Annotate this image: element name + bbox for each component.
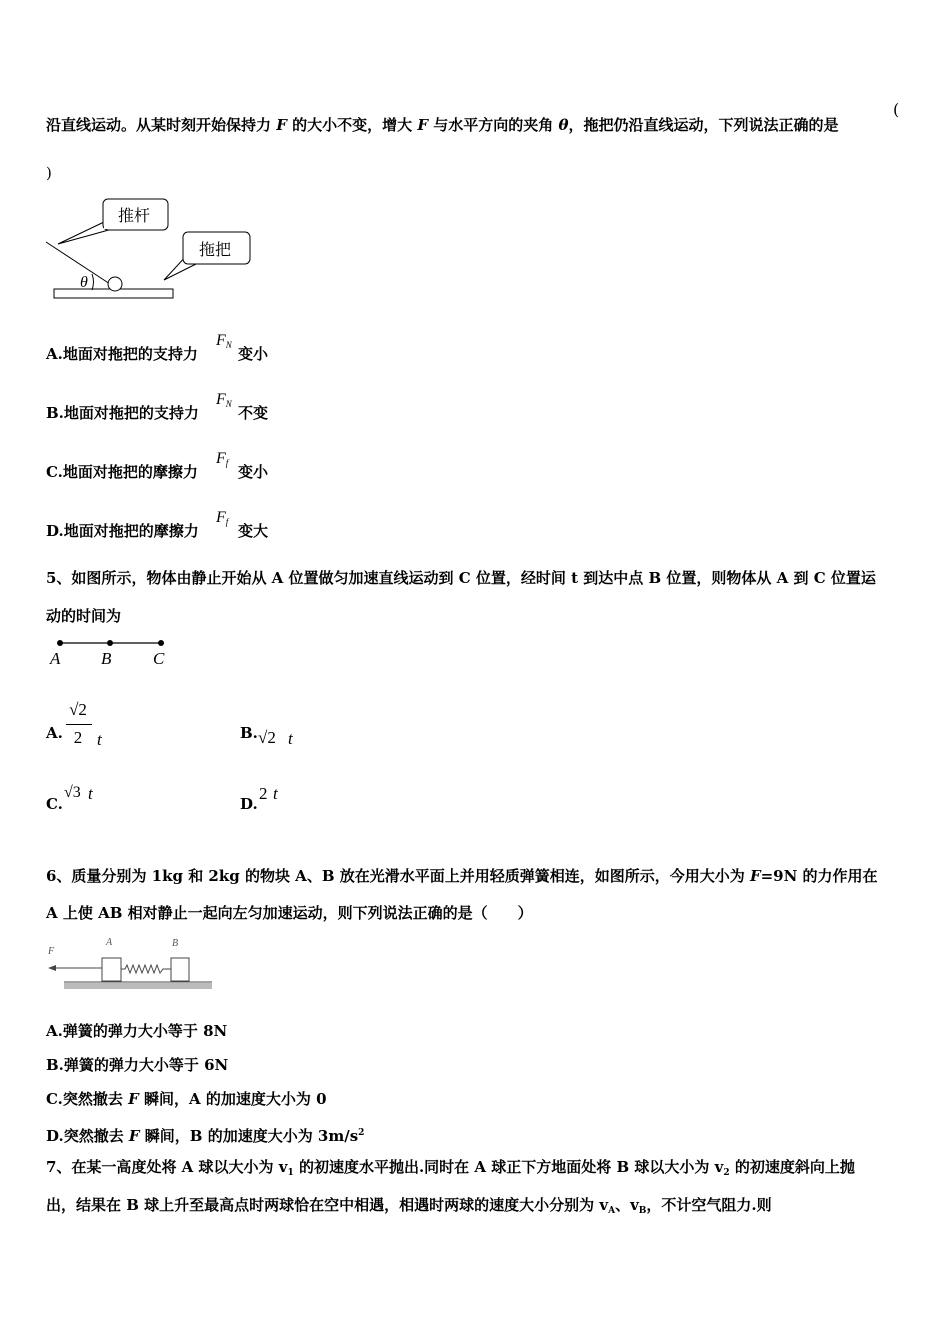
block-b-label: B [172, 938, 179, 949]
q6-spring-figure [44, 934, 216, 994]
block-b [171, 958, 189, 981]
q7-stem-line2: 出，结果在 B 球上升至最高点时两球恰在空中相遇，相遇时两球的速度大小分别为 $v_A$、$v_B$，不计空气阻力.则 [46, 1196, 772, 1216]
callout-pole-label: 推杆 [118, 208, 151, 225]
q4-paren-close: ) [46, 164, 52, 182]
mop-head [108, 277, 122, 291]
force-label: F [48, 946, 55, 957]
q6-option-c[interactable]: C.突然撤去 F 瞬间，A 的加速度大小为 0 [46, 1090, 327, 1108]
q4-option-d-suffix: 变大 [238, 522, 269, 540]
point-a [57, 640, 63, 646]
q5-option-c-var: t [88, 784, 93, 803]
q4-option-b-symbol: FN [216, 391, 232, 409]
point-b [107, 640, 113, 646]
q5-line-figure [44, 634, 174, 674]
q5-option-a-fraction-bar [66, 724, 92, 725]
q4-option-c[interactable]: C.地面对拖把的摩擦力 [46, 463, 198, 481]
angle-label: θ [80, 274, 88, 291]
point-c [158, 640, 164, 646]
q6-stem-line2: A 上使 AB 相对静止一起向左匀加速运动，则下列说法正确的是（ ） [46, 904, 533, 922]
q5-option-a-denominator: 2 [73, 728, 83, 747]
q5-stem-line2: 动的时间为 [46, 607, 122, 625]
q4-paren-open: ( [893, 100, 900, 119]
q4-option-a[interactable]: A.地面对拖把的支持力 [46, 345, 198, 363]
force-arrow-head [48, 965, 56, 971]
q5-option-c[interactable]: C. [46, 795, 63, 813]
block-a-label: A [106, 937, 113, 948]
q4-stem-line1: 沿直线运动。从某时刻开始保持力 F 的大小不变，增大 F 与水平方向的夹角 θ，拖把仍沿直线运动，下列说法正确的是 [46, 116, 839, 134]
q5-option-a-var: t [97, 730, 102, 749]
q5-option-d-expr: 2 [259, 784, 268, 803]
q6-option-d[interactable]: D.突然撤去 F 瞬间，B 的加速度大小为 $3m/s^2$ [46, 1127, 365, 1145]
q4-option-a-suffix: 变小 [238, 345, 269, 363]
q5-option-d-var: t [273, 784, 278, 803]
q5-option-d[interactable]: D. [240, 795, 258, 813]
q6-stem-line1: 6、质量分别为 1kg 和 2kg 的物块 A、B 放在光滑水平面上并用轻质弹簧相连，如图所示，今用大小为 F=9N 的力作用在 [46, 867, 878, 885]
q5-option-a[interactable]: A. [46, 724, 63, 742]
q4-option-d[interactable]: D.地面对拖把的摩擦力 [46, 522, 199, 540]
q5-option-a-numerator: √2 [69, 700, 87, 719]
q4-option-a-symbol: FN [216, 332, 232, 350]
q4-option-c-symbol: Ff [216, 450, 229, 468]
label-a: A [50, 649, 61, 668]
q6-option-a[interactable]: A.弹簧的弹力大小等于 8N [46, 1022, 228, 1040]
q4-mop-figure [40, 192, 265, 307]
q7-stem-line1: 7、在某一高度处将 A 球以大小为 $v_1$ 的初速度水平抛出.同时在 A 球正下方地面处将 B 球以大小为 $v_2$ 的初速度斜向上抛 [46, 1158, 855, 1178]
q5-option-b-var: t [288, 729, 293, 748]
q5-option-b-expr: √2 [258, 728, 276, 747]
q5-option-b[interactable]: B. [240, 724, 258, 742]
q4-option-d-symbol: Ff [216, 509, 229, 527]
spring [121, 965, 171, 973]
q5-stem-line1: 5、如图所示，物体由静止开始从 A 位置做匀加速直线运动到 C 位置，经时间 t 到达中点 B 位置，则物体从 A 到 C 位置运 [46, 569, 876, 587]
ground-hatch [64, 983, 212, 989]
q6-option-b[interactable]: B.弹簧的弹力大小等于 6N [46, 1056, 229, 1074]
label-c: C [153, 649, 165, 668]
callout-mop-label: 拖把 [199, 242, 232, 259]
q4-option-b-suffix: 不变 [238, 404, 269, 422]
q4-option-b[interactable]: B.地面对拖把的支持力 [46, 404, 199, 422]
angle-arc [92, 274, 94, 290]
block-a [102, 958, 121, 981]
push-rod [46, 242, 110, 284]
q4-option-c-suffix: 变小 [238, 463, 269, 481]
label-b: B [101, 649, 112, 668]
q5-option-c-expr: √3 [64, 784, 81, 801]
